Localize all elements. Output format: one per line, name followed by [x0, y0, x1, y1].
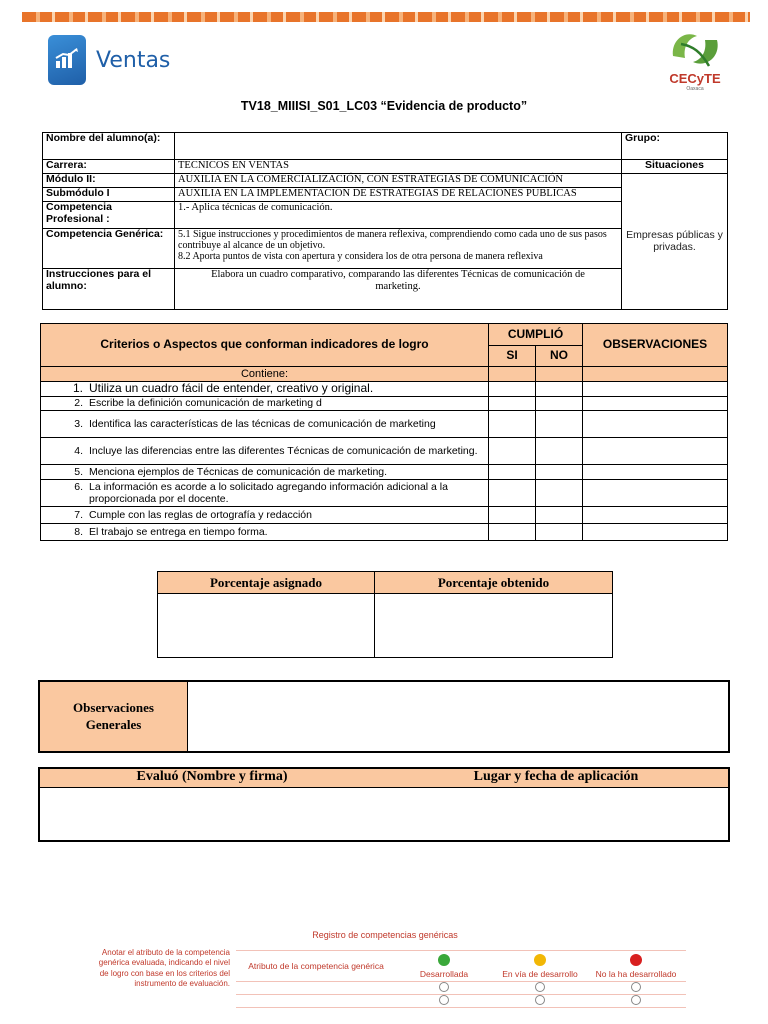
en-via-radio[interactable] [535, 995, 545, 1005]
document-title: TV18_MIIISI_S01_LC03 “Evidencia de producto” [240, 99, 528, 113]
item-number: 8. [74, 525, 83, 538]
observaciones-generales-label [40, 682, 188, 751]
observation-cell[interactable] [583, 438, 728, 465]
criteria-header: Criterios o Aspectos que conforman indicadores de logro [41, 324, 489, 367]
chart-hand-icon [48, 35, 86, 85]
no-header: NO [536, 346, 583, 367]
table-row [41, 524, 728, 541]
no-desarrollado-header [588, 954, 684, 979]
percent-table [157, 571, 613, 658]
atributo-field[interactable] [236, 995, 396, 1007]
porcentaje-obtenido-field[interactable] [375, 594, 613, 658]
si-checkbox[interactable] [489, 524, 536, 541]
decorative-top-band [22, 12, 750, 22]
table-row [41, 507, 728, 524]
submodulo-label: Submódulo I [43, 188, 175, 202]
no-checkbox[interactable] [536, 480, 583, 507]
table-row [41, 411, 728, 438]
item-number: 6. [74, 480, 83, 493]
table-row [41, 438, 728, 465]
observation-cell[interactable] [583, 382, 728, 397]
evaluation-field[interactable] [40, 788, 728, 840]
table-row [41, 480, 728, 507]
no-checkbox[interactable] [536, 524, 583, 541]
observaciones-generales-field[interactable] [188, 682, 728, 751]
no-checkbox[interactable] [536, 397, 583, 411]
item-text: Escribe la definición comunicación de marketing d [89, 397, 322, 410]
en-via-radio[interactable] [535, 982, 545, 992]
comp-gen-value [175, 229, 622, 269]
observation-cell[interactable] [583, 507, 728, 524]
observation-cell[interactable] [583, 480, 728, 507]
observaciones-generales-text: Observaciones Generales [73, 700, 154, 732]
item-number: 3. [74, 417, 83, 430]
ventas-logo-text: Ventas [96, 47, 171, 73]
atributo-field[interactable] [236, 982, 396, 994]
situaciones-value: Empresas públicas y privadas. [622, 174, 728, 310]
en-via-header [492, 954, 588, 979]
instr-label: Instrucciones para el alumno: [43, 269, 175, 310]
si-checkbox[interactable] [489, 397, 536, 411]
evaluo-label: Evaluó (Nombre y firma) [136, 769, 288, 784]
carrera-label: Carrera: [43, 160, 175, 174]
no-checkbox[interactable] [536, 465, 583, 480]
comp-gen-label: Competencia Genérica: [43, 229, 175, 269]
desarrollada-header [396, 954, 492, 979]
modulo-label: Módulo II: [43, 174, 175, 188]
comp-prof-label: Competencia Profesional : [43, 202, 175, 229]
registro-row [236, 995, 686, 1008]
registro-table [236, 950, 686, 1008]
evaluation-header [40, 769, 728, 788]
criteria-table [40, 323, 728, 541]
no-desarrollado-radio[interactable] [631, 982, 641, 992]
item-number: 4. [74, 444, 83, 457]
no-checkbox[interactable] [536, 411, 583, 438]
nombre-field[interactable] [175, 133, 622, 160]
grupo-label[interactable]: Grupo: [622, 133, 728, 160]
item-text: Utiliza un cuadro fácil de entender, creativo y original. [89, 381, 374, 396]
si-checkbox[interactable] [489, 507, 536, 524]
contiene-label: Contiene: [41, 367, 489, 382]
item-text: La información es acorde a lo solicitado agregando información adicional a la proporcionada por el docente. [89, 480, 448, 505]
no-checkbox[interactable] [536, 438, 583, 465]
situaciones-label: Situaciones [622, 160, 728, 174]
porcentaje-asignado-field[interactable] [158, 594, 375, 658]
porcentaje-asignado-header: Porcentaje asignado [158, 572, 375, 594]
observation-cell[interactable] [583, 465, 728, 480]
table-row [41, 382, 728, 397]
comp-gen-value-2: 8.2 Aporta puntos de vista con apertura y considera los de otra persona de manera reflexiva [178, 251, 543, 262]
observation-cell[interactable] [583, 524, 728, 541]
contiene-no-cell [536, 367, 583, 382]
atributo-header: Atributo de la competencia genérica [248, 961, 384, 971]
item-number: 1. [72, 381, 83, 396]
item-text: Identifica las características de las técnicas de comunicación de marketing [89, 417, 436, 430]
green-status-icon [438, 954, 450, 966]
student-info-table [42, 132, 728, 310]
comp-gen-value-1: 5.1 Sigue instrucciones y procedimientos de manera reflexiva, comprendiendo como cada uno de sus pasos contribuye al alcance de un objetivo. [178, 229, 607, 251]
observation-cell[interactable] [583, 397, 728, 411]
cecyte-logo-sub: Oaxaca [686, 86, 704, 92]
modulo-value: AUXILIA EN LA COMERCIALIZACIÓN, CON ESTRATEGIAS DE COMUNICACIÓN [175, 174, 622, 188]
cecyte-emblem-icon [667, 26, 723, 70]
no-desarrollado-radio[interactable] [631, 995, 641, 1005]
si-header: SI [489, 346, 536, 367]
instr-value: Elabora un cuadro comparativo, comparando las diferentes Técnicas de comunicación de marketing. [175, 269, 622, 310]
nombre-label: Nombre del alumno(a): [43, 133, 175, 160]
observaciones-generales-box [38, 680, 730, 753]
porcentaje-obtenido-header: Porcentaje obtenido [375, 572, 613, 594]
red-status-icon [630, 954, 642, 966]
si-checkbox[interactable] [489, 382, 536, 397]
no-desarrollado-label: No la ha desarrollado [595, 968, 677, 979]
no-checkbox[interactable] [536, 507, 583, 524]
table-row [41, 397, 728, 411]
yellow-status-icon [534, 954, 546, 966]
cumplio-header: CUMPLIÓ [489, 324, 583, 346]
si-checkbox[interactable] [489, 438, 536, 465]
ventas-logo [48, 32, 172, 88]
item-text: El trabajo se entrega en tiempo forma. [89, 525, 268, 538]
comp-prof-value: 1.- Aplica técnicas de comunicación. [175, 202, 622, 229]
lugar-fecha-label: Lugar y fecha de aplicación [473, 769, 639, 784]
item-text: Incluye las diferencias entre las diferentes Técnicas de comunicación de marketing. [89, 444, 478, 457]
observaciones-header: OBSERVACIONES [583, 324, 728, 367]
carrera-value: TECNICOS EN VENTAS [175, 160, 622, 174]
cecyte-logo-text: CECyTE [669, 71, 721, 86]
cecyte-logo [660, 26, 730, 92]
desarrollada-radio[interactable] [439, 995, 449, 1005]
registro-header-row [236, 950, 686, 982]
desarrollada-radio[interactable] [439, 982, 449, 992]
no-checkbox[interactable] [536, 382, 583, 397]
registro-title: Registro de competencias genéricas [312, 930, 458, 940]
si-checkbox[interactable] [489, 411, 536, 438]
registro-row [236, 982, 686, 995]
table-row [41, 465, 728, 480]
item-number: 7. [74, 508, 83, 521]
si-checkbox[interactable] [489, 480, 536, 507]
desarrollada-label: Desarrollada [419, 968, 469, 979]
si-checkbox[interactable] [489, 465, 536, 480]
item-number: 2. [74, 397, 83, 410]
registro-note: Anotar el atributo de la competencia genérica evaluada, indicando el nivel de logro con base en los criterios del instrumento de evaluación. [98, 948, 230, 989]
evaluation-box [38, 767, 730, 842]
contiene-si-cell [489, 367, 536, 382]
en-via-label: En vía de desarrollo [502, 968, 578, 979]
item-text: Cumple con las reglas de ortografía y redacción [89, 508, 312, 521]
submodulo-value: AUXILIA EN LA IMPLEMENTACION DE ESTRATEGIAS DE RELACIONES PUBLICAS [175, 188, 622, 202]
observation-cell[interactable] [583, 411, 728, 438]
item-number: 5. [74, 465, 83, 478]
item-text: Menciona ejemplos de Técnicas de comunicación de marketing. [89, 465, 388, 478]
contiene-obs-cell [583, 367, 728, 382]
